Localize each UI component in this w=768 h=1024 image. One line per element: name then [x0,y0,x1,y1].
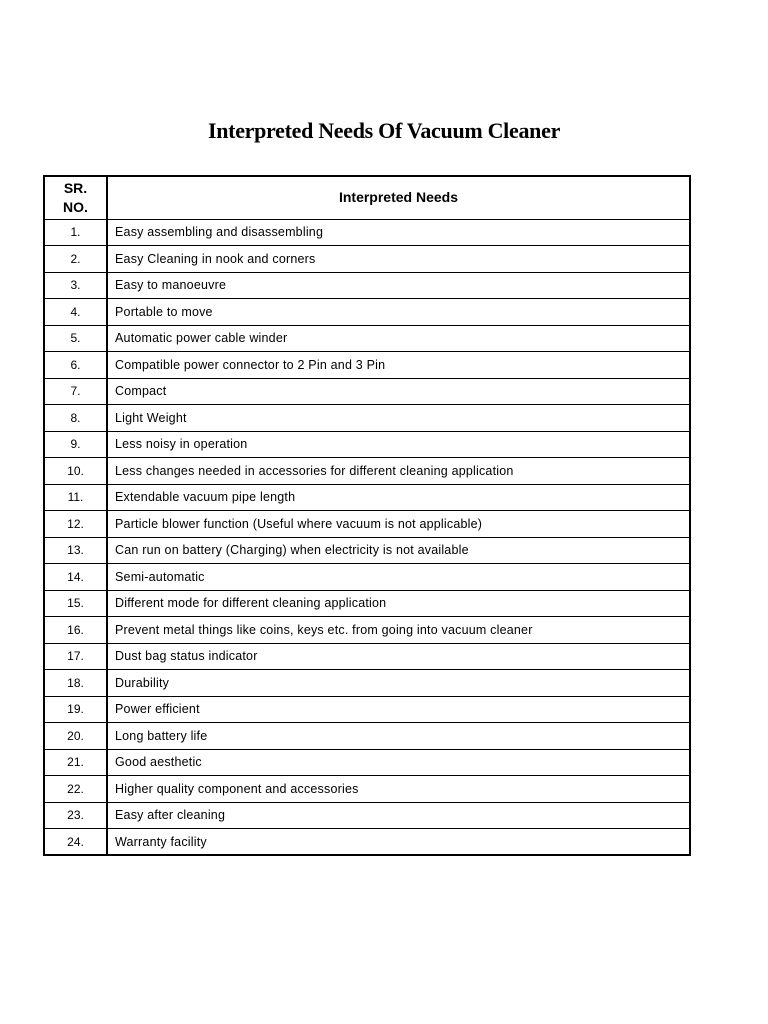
interpreted-need-cell: Compatible power connector to 2 Pin and 3 Pin [107,352,690,379]
interpreted-need-cell: Durability [107,670,690,697]
sr-no-cell: 23. [44,802,107,829]
sr-no-cell: 22. [44,776,107,803]
interpreted-need-cell: Semi-automatic [107,564,690,591]
table-row [44,617,690,644]
interpreted-need-cell: Easy assembling and disassembling [107,219,690,246]
interpreted-need-cell: Less noisy in operation [107,431,690,458]
table-row [44,378,690,405]
interpreted-need-cell: Power efficient [107,696,690,723]
table-row [44,643,690,670]
sr-no-cell: 17. [44,643,107,670]
sr-no-cell: 9. [44,431,107,458]
table-row [44,246,690,273]
sr-no-cell: 14. [44,564,107,591]
sr-no-cell: 1. [44,219,107,246]
table-row [44,564,690,591]
sr-no-cell: 5. [44,325,107,352]
interpreted-need-cell: Warranty facility [107,829,690,856]
table-row [44,537,690,564]
table-row [44,590,690,617]
sr-no-header [44,176,107,219]
sr-no-cell: 19. [44,696,107,723]
sr-no-cell: 2. [44,246,107,273]
interpreted-need-cell: Higher quality component and accessories [107,776,690,803]
interpreted-need-cell: Light Weight [107,405,690,432]
interpreted-need-cell: Portable to move [107,299,690,326]
table-row [44,723,690,750]
table-row [44,219,690,246]
table-row [44,431,690,458]
sr-no-cell: 24. [44,829,107,856]
interpreted-need-cell: Can run on battery (Charging) when electricity is not available [107,537,690,564]
sr-no-cell: 16. [44,617,107,644]
sr-no-cell: 12. [44,511,107,538]
interpreted-need-cell: Good aesthetic [107,749,690,776]
table-row [44,776,690,803]
table-row [44,458,690,485]
sr-no-header-line2: NO. [63,198,88,215]
table-row [44,802,690,829]
needs-table-body [44,219,690,855]
table-row [44,696,690,723]
table-row [44,272,690,299]
interpreted-need-cell: Extendable vacuum pipe length [107,484,690,511]
sr-no-cell: 3. [44,272,107,299]
sr-no-cell: 4. [44,299,107,326]
interpreted-need-cell: Dust bag status indicator [107,643,690,670]
interpreted-need-cell: Easy to manoeuvre [107,272,690,299]
sr-no-cell: 6. [44,352,107,379]
table-row [44,511,690,538]
table-row [44,484,690,511]
interpreted-need-cell: Different mode for different cleaning application [107,590,690,617]
interpreted-needs-header: Interpreted Needs [107,176,690,219]
sr-no-cell: 13. [44,537,107,564]
table-row [44,325,690,352]
interpreted-need-cell: Compact [107,378,690,405]
sr-no-cell: 7. [44,378,107,405]
table-row [44,405,690,432]
interpreted-need-cell: Less changes needed in accessories for different cleaning application [107,458,690,485]
sr-no-cell: 15. [44,590,107,617]
interpreted-need-cell: Automatic power cable winder [107,325,690,352]
table-row [44,670,690,697]
sr-no-cell: 21. [44,749,107,776]
sr-no-cell: 8. [44,405,107,432]
table-row [44,299,690,326]
table-row [44,749,690,776]
page-title: Interpreted Needs Of Vacuum Cleaner [207,118,561,143]
sr-no-header-line1: SR. [63,179,88,196]
sr-no-cell: 11. [44,484,107,511]
interpreted-need-cell: Easy after cleaning [107,802,690,829]
sr-no-cell: 20. [44,723,107,750]
interpreted-need-cell: Long battery life [107,723,690,750]
needs-table [43,175,691,856]
interpreted-need-cell: Particle blower function (Useful where vacuum is not applicable) [107,511,690,538]
sr-no-cell: 10. [44,458,107,485]
sr-no-cell: 18. [44,670,107,697]
table-row [44,829,690,856]
interpreted-need-cell: Prevent metal things like coins, keys etc. from going into vacuum cleaner [107,617,690,644]
table-header-row [44,176,690,219]
table-row [44,352,690,379]
interpreted-need-cell: Easy Cleaning in nook and corners [107,246,690,273]
